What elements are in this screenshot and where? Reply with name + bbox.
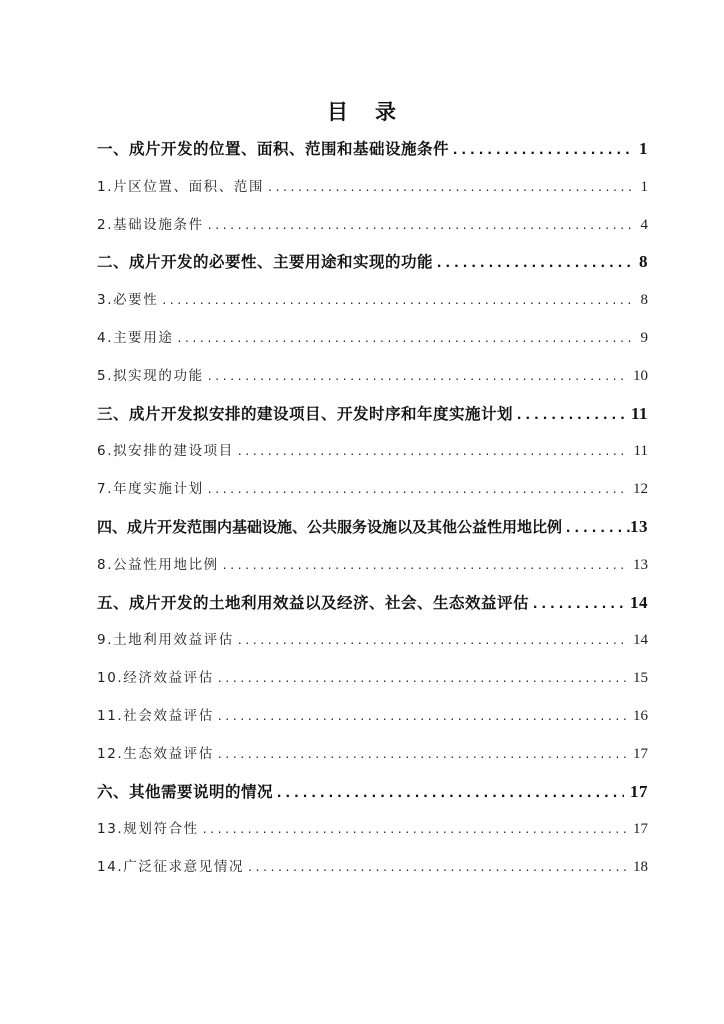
- dot-leader: [529, 585, 624, 622]
- toc-page-number: 13: [630, 516, 648, 536]
- toc-entry-label: 二、成片开发的必要性、主要用途和实现的功能: [97, 253, 434, 272]
- toc-entry-label: 三、成片开发拟安排的建设项目、开发时序和年度实施计划: [97, 404, 514, 423]
- toc-entry-label: 9.土地利用效益评估: [97, 632, 234, 649]
- toc-item-7[interactable]: [97, 470, 648, 508]
- toc-item-11[interactable]: [97, 697, 648, 735]
- dot-leader: [264, 168, 634, 206]
- toc-entry-label: 一、成片开发的位置、面积、范围和基础设施条件: [97, 140, 450, 158]
- table-of-contents: [97, 130, 648, 886]
- toc-entry-label: 14.广泛征求意见情况: [97, 859, 245, 876]
- dot-leader: [234, 621, 627, 659]
- toc-item-1[interactable]: [97, 168, 648, 206]
- toc-item-10[interactable]: [97, 659, 648, 697]
- toc-section-2[interactable]: [97, 243, 648, 281]
- toc-page-number: 17: [630, 781, 648, 801]
- toc-entry-label: 4.主要用途: [97, 329, 174, 346]
- toc-page-number: 10: [633, 367, 648, 384]
- page-title: [0, 96, 724, 126]
- toc-entry-label: 6.拟安排的建设项目: [97, 443, 234, 460]
- toc-item-6[interactable]: [97, 432, 648, 470]
- dot-leader: [219, 546, 627, 584]
- toc-page-number: 14: [630, 592, 648, 612]
- dot-leader: [204, 470, 627, 508]
- dot-leader: [214, 735, 627, 773]
- dot-leader: [433, 244, 633, 281]
- dot-leader: [204, 206, 635, 244]
- toc-item-8[interactable]: [97, 546, 648, 584]
- dot-leader: [244, 848, 627, 886]
- dot-leader: [513, 396, 625, 433]
- dot-leader: [204, 357, 627, 395]
- toc-entry-label: 2.基础设施条件: [97, 216, 204, 233]
- toc-item-2[interactable]: [97, 206, 648, 244]
- page-title-char-1: 目: [327, 100, 349, 124]
- toc-entry-label: 六、其他需要说明的情况: [97, 782, 274, 801]
- toc-entry-label: 10.经济效益评估: [97, 670, 214, 687]
- toc-page-number: 8: [640, 292, 648, 309]
- page-title-char-2: 录: [375, 100, 397, 124]
- toc-entry-label: 五、成片开发的土地利用效益以及经济、社会、生态效益评估: [97, 593, 530, 612]
- toc-entry-label: 3.必要性: [97, 292, 159, 309]
- toc-entry-label: 四、成片开发范围内基础设施、公共服务设施以及其他公益性用地比例: [97, 517, 563, 536]
- toc-entry-label: 12.生态效益评估: [97, 745, 214, 762]
- dot-leader: [158, 281, 634, 319]
- toc-page-number: 12: [633, 481, 648, 498]
- toc-page-number: 17: [633, 821, 648, 838]
- toc-page-number: 1: [640, 178, 648, 195]
- dot-leader: [214, 697, 627, 735]
- toc-page-number: 17: [633, 745, 648, 762]
- toc-section-4[interactable]: [97, 508, 648, 546]
- toc-section-3[interactable]: [97, 395, 648, 433]
- dot-leader: [562, 509, 630, 546]
- toc-entry-label: 11.社会效益评估: [97, 707, 214, 724]
- dot-leader: [449, 131, 633, 168]
- toc-page-number: 11: [630, 403, 648, 423]
- dot-leader: [234, 432, 628, 470]
- toc-entry-label: 8.公益性用地比例: [97, 556, 219, 573]
- toc-item-3[interactable]: [97, 281, 648, 319]
- toc-page-number: 11: [633, 443, 648, 460]
- toc-page-number: 13: [633, 556, 648, 573]
- dot-leader: [273, 774, 624, 811]
- toc-page-number: 9: [640, 329, 648, 346]
- toc-entry-label: 5.拟实现的功能: [97, 367, 204, 384]
- dot-leader: [173, 319, 634, 357]
- dot-leader: [214, 659, 627, 697]
- toc-item-13[interactable]: [97, 810, 648, 848]
- toc-item-12[interactable]: [97, 735, 648, 773]
- toc-entry-label: 13.规划符合性: [97, 821, 199, 838]
- toc-page-number: 1: [639, 139, 648, 158]
- toc-section-5[interactable]: [97, 584, 648, 622]
- toc-item-5[interactable]: [97, 357, 648, 395]
- toc-page-number: 16: [633, 707, 648, 724]
- toc-page-number: 18: [633, 859, 648, 876]
- toc-item-9[interactable]: [97, 621, 648, 659]
- dot-leader: [199, 810, 627, 848]
- toc-page-number: 8: [639, 252, 648, 272]
- toc-entry-label: 1.片区位置、面积、范围: [97, 178, 265, 195]
- toc-page-number: 15: [633, 670, 648, 687]
- toc-item-4[interactable]: [97, 319, 648, 357]
- toc-section-6[interactable]: [97, 773, 648, 811]
- toc-entry-label: 7.年度实施计划: [97, 481, 204, 498]
- toc-page-number: 14: [633, 632, 648, 649]
- toc-section-1[interactable]: [97, 130, 648, 168]
- toc-page-number: 4: [640, 216, 648, 233]
- toc-item-14[interactable]: [97, 848, 648, 886]
